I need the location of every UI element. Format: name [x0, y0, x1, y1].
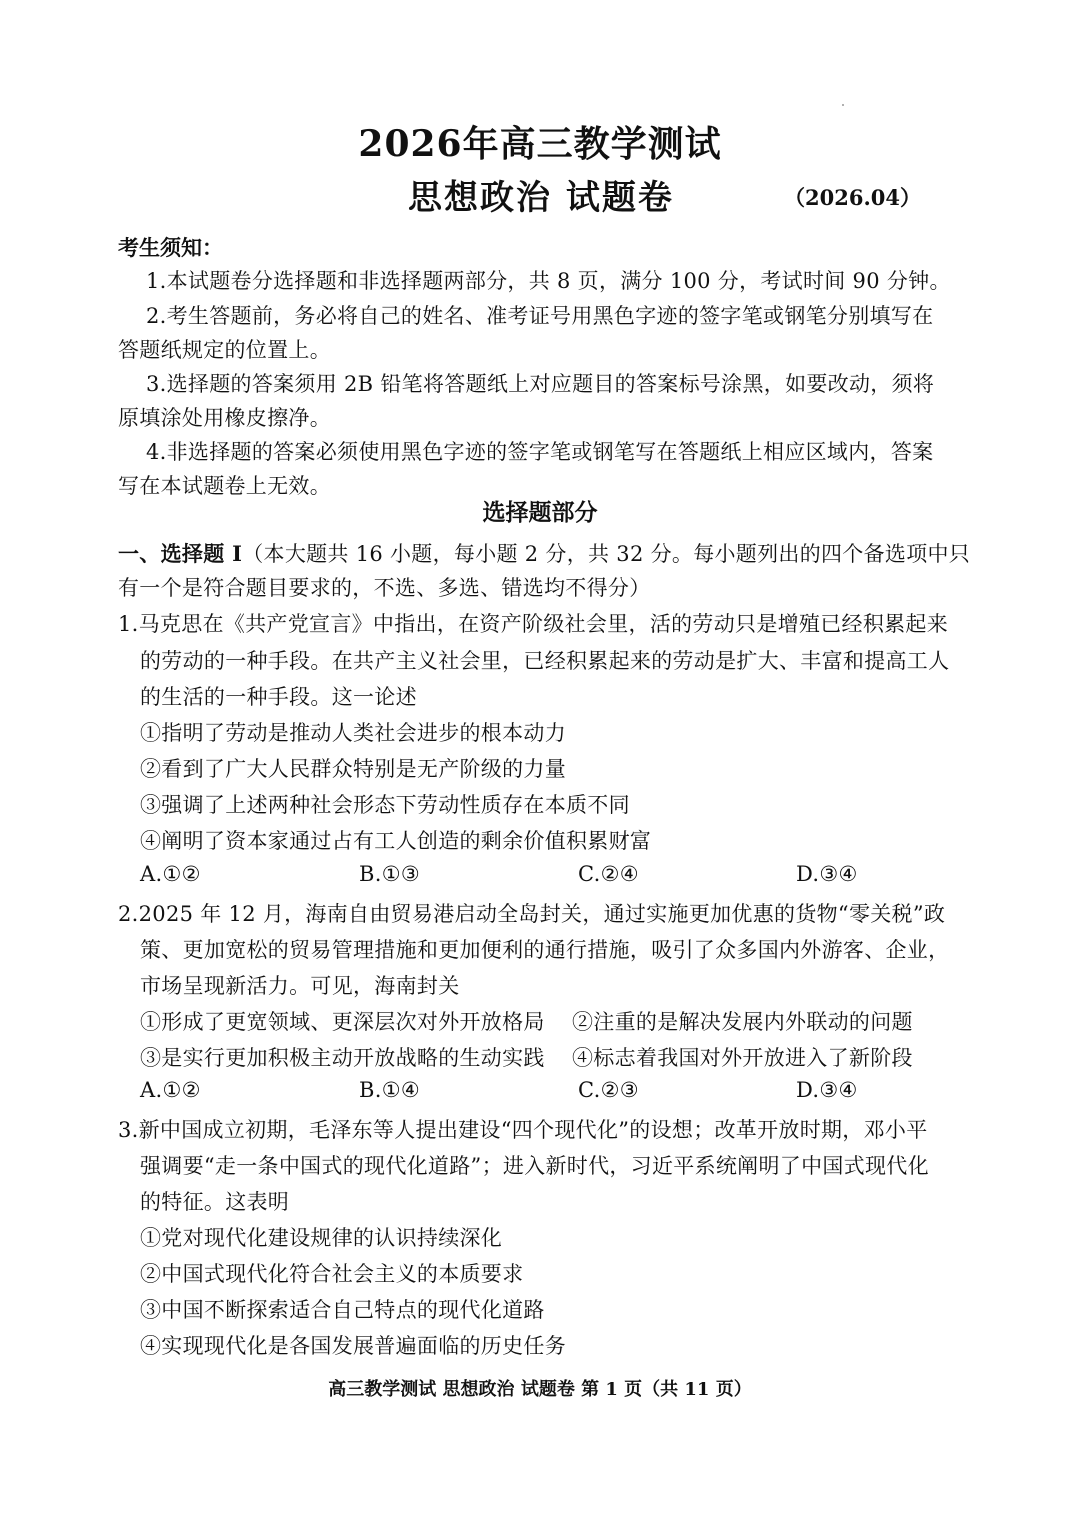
q3-stem-line-2: 强调要“走一条中国式的现代化道路”；进入新时代，习近平系统阐明了中国式现代化: [140, 1154, 929, 1178]
exam-title: 2026年高三教学测试: [358, 123, 722, 165]
exam-date: （2026.04）: [784, 185, 921, 210]
q3-statement-1: ①党对现代化建设规律的认识持续深化: [140, 1226, 503, 1250]
notice-item-2: 2.考生答题前，务必将自己的姓名、准考证号用黑色字迹的签字笔或钢笔分别填写在: [146, 304, 934, 328]
q3-statement-2: ②中国式现代化符合社会主义的本质要求: [140, 1262, 524, 1286]
notice-item-4-cont: 写在本试题卷上无效。: [118, 474, 331, 498]
q1-stem-line-2: 的劳动的一种手段。在共产主义社会里，已经积累起来的劳动是扩大、丰富和提高工人: [140, 649, 950, 673]
q1-statement-2: ②看到了广大人民群众特别是无产阶级的力量: [140, 757, 566, 781]
part1-instruction-cont: 有一个是符合题目要求的，不选、多选、错选均不得分）: [118, 576, 651, 600]
q3-stem-line-3: 的特征。这表明: [140, 1190, 290, 1214]
q1-statement-4: ④阐明了资本家通过占有工人创造的剩余价值积累财富: [140, 829, 652, 853]
notice-heading: 考生须知：: [118, 235, 223, 260]
q1-option-a: A.①②: [140, 862, 201, 886]
q1-stem-line-3: 的生活的一种手段。这一论述: [140, 685, 417, 709]
q1-statement-1: ①指明了劳动是推动人类社会进步的根本动力: [140, 721, 566, 745]
q2-statement-4: ④标志着我国对外开放进入了新阶段: [572, 1046, 913, 1070]
notice-item-3: 3.选择题的答案须用 2B 铅笔将答题纸上对应题目的答案标号涂黑，如要改动，须将: [146, 372, 935, 396]
q2-statement-1: ①形成了更宽领域、更深层次对外开放格局: [140, 1010, 545, 1034]
q1-option-c: C.②④: [578, 862, 639, 886]
q2-option-b: B.①④: [359, 1078, 420, 1102]
exam-subtitle: 思想政治 试题卷: [408, 178, 674, 218]
q1-statement-3: ③强调了上述两种社会形态下劳动性质存在本质不同: [140, 793, 630, 817]
q2-option-d: D.③④: [796, 1078, 858, 1102]
q1-stem-line-1: 1.马克思在《共产党宣言》中指出，在资产阶级社会里，活的劳动只是增殖已经积累起来: [118, 612, 949, 636]
q1-option-d: D.③④: [796, 862, 858, 886]
part1-label: 一、选择题 I: [118, 541, 243, 566]
notice-item-1: 1.本试题卷分选择题和非选择题两部分，共 8 页，满分 100 分，考试时间 90 分钟。: [146, 269, 951, 293]
section-title: 选择题部分: [482, 499, 598, 526]
q2-option-a: A.①②: [140, 1078, 201, 1102]
q3-stem-line-1: 3.新中国成立初期，毛泽东等人提出建设“四个现代化”的设想；改革开放时期，邓小平: [118, 1118, 928, 1142]
scan-speck: [842, 104, 844, 106]
q2-option-c: C.②③: [578, 1078, 639, 1102]
part1-instruction: （本大题共 16 小题，每小题 2 分，共 32 分。每小题列出的四个备选项中只: [242, 542, 971, 566]
q3-statement-4: ④实现现代化是各国发展普遍面临的历史任务: [140, 1334, 566, 1358]
notice-item-3-cont: 原填涂处用橡皮擦净。: [118, 406, 331, 430]
q2-statement-2: ②注重的是解决发展内外联动的问题: [572, 1010, 913, 1034]
q2-stem-line-1: 2.2025 年 12 月，海南自由贸易港启动全岛封关，通过实施更加优惠的货物“零关税”政: [118, 902, 946, 926]
q1-option-b: B.①③: [359, 862, 420, 886]
q2-stem-line-2: 策、更加宽松的贸易管理措施和更加便利的通行措施，吸引了众多国内外游客、企业，: [140, 938, 950, 962]
notice-item-4: 4.非选择题的答案必须使用黑色字迹的签字笔或钢笔写在答题纸上相应区域内，答案: [146, 440, 934, 464]
q2-stem-line-3: 市场呈现新活力。可见，海南封关: [140, 974, 460, 998]
q2-statement-3: ③是实行更加积极主动开放战略的生动实践: [140, 1046, 545, 1070]
part1-header: [118, 538, 970, 568]
notice-item-2-cont: 答题纸规定的位置上。: [118, 338, 331, 362]
page-footer: 高三教学测试 思想政治 试题卷 第 1 页（共 11 页）: [328, 1379, 752, 1400]
q3-statement-3: ③中国不断探索适合自己特点的现代化道路: [140, 1298, 545, 1322]
